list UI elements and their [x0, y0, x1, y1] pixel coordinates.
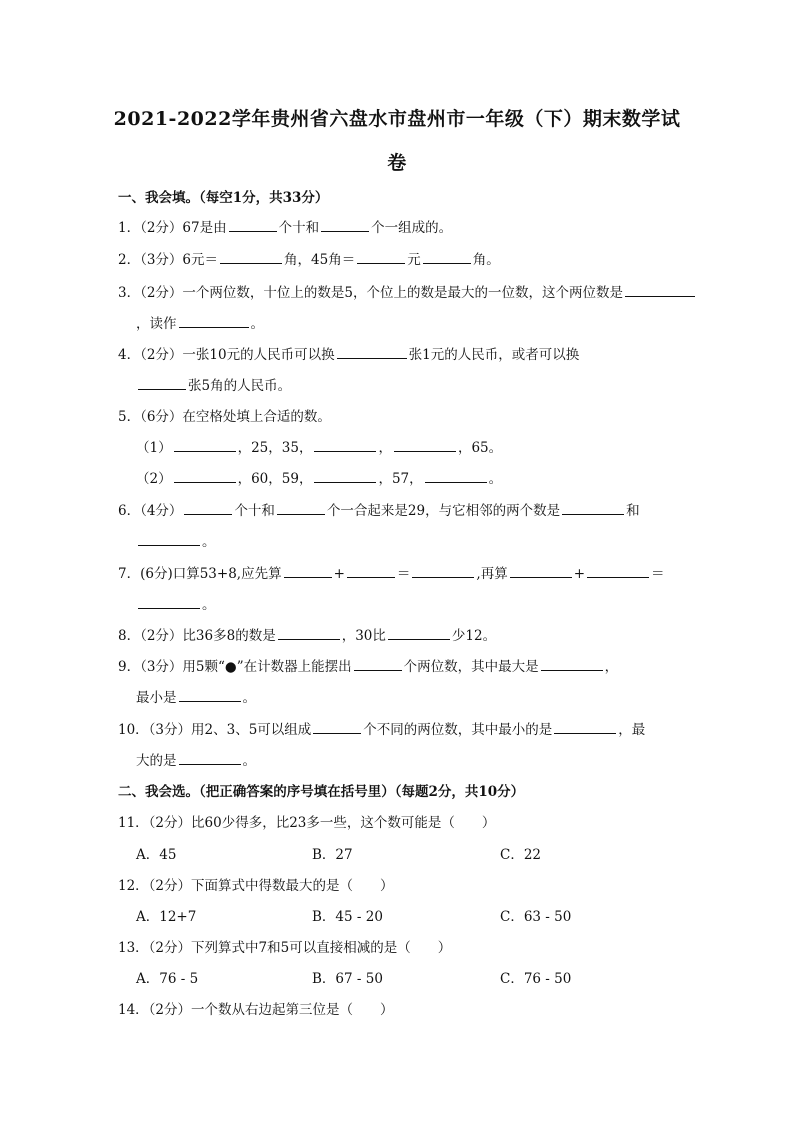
- blank[interactable]: [394, 437, 456, 452]
- blank[interactable]: [354, 656, 402, 671]
- question-7: 7．(6分)口算53+8,应先算 + ＝ ,再算 + ＝: [118, 562, 665, 582]
- blank[interactable]: [277, 500, 325, 515]
- blank[interactable]: [138, 594, 200, 609]
- blank[interactable]: [510, 563, 572, 578]
- question-3: 3．（2分）一个两位数，十位上的数是5，个位上的数是最大的一位数，这个两位数是: [118, 281, 697, 301]
- option-a[interactable]: A．45: [136, 847, 177, 863]
- blank[interactable]: [138, 375, 186, 390]
- option-b[interactable]: B．45 - 20: [312, 909, 383, 925]
- blank[interactable]: [138, 531, 200, 546]
- blank[interactable]: [321, 217, 369, 232]
- blank[interactable]: [587, 563, 649, 578]
- blank[interactable]: [625, 282, 695, 297]
- option-c[interactable]: C．63 - 50: [500, 909, 572, 925]
- question-6-cont: 。: [136, 530, 216, 550]
- blank[interactable]: [357, 249, 405, 264]
- question-5-row1: （1） ，25，35， ， ，65。: [136, 436, 502, 456]
- blank[interactable]: [562, 500, 624, 515]
- blank[interactable]: [174, 468, 236, 483]
- blank[interactable]: [337, 344, 407, 359]
- blank[interactable]: [347, 563, 395, 578]
- question-10: 10．（3分）用2、3、5可以组成 个不同的两位数，其中最小的是 ，最: [118, 718, 645, 738]
- blank[interactable]: [425, 468, 487, 483]
- question-14: 14．（2分）一个数从右边起第三位是（ ）: [118, 1002, 394, 1018]
- question-2: 2．（3分）6元＝ 角，45角＝ 元 角。: [118, 248, 500, 268]
- exam-title-continued: 卷: [387, 152, 407, 174]
- section1-heading: 一、我会填。（每空1分，共33分）: [118, 190, 329, 206]
- question-13: 13．（2分）下列算式中7和5可以直接相减的是（ ）: [118, 940, 452, 956]
- blank[interactable]: [423, 249, 471, 264]
- question-4-cont: 张5角的人民币。: [136, 374, 291, 394]
- blank[interactable]: [554, 719, 616, 734]
- exam-title: 2021-2022学年贵州省六盘水市盘州市一年级（下）期末数学试: [113, 108, 681, 130]
- question-4: 4．（2分）一张10元的人民币可以换 张1元的人民币，或者可以换: [118, 343, 579, 363]
- blank[interactable]: [179, 750, 241, 765]
- blank[interactable]: [229, 217, 277, 232]
- question-7-cont: 。: [136, 593, 216, 613]
- blank[interactable]: [412, 563, 474, 578]
- blank[interactable]: [184, 500, 232, 515]
- option-b[interactable]: B．27: [312, 847, 353, 863]
- blank[interactable]: [313, 719, 361, 734]
- blank[interactable]: [284, 563, 332, 578]
- blank[interactable]: [314, 468, 376, 483]
- option-a[interactable]: A．12+7: [136, 909, 197, 925]
- blank[interactable]: [388, 625, 450, 640]
- blank[interactable]: [541, 656, 603, 671]
- option-b[interactable]: B．67 - 50: [312, 971, 383, 987]
- question-5-row2: （2） ，60，59， ，57， 。: [136, 467, 502, 487]
- blank[interactable]: [278, 625, 340, 640]
- question-10-cont: 大的是 。: [136, 749, 256, 769]
- blank[interactable]: [174, 437, 236, 452]
- question-12: 12．（2分）下面算式中得数最大的是（ ）: [118, 878, 394, 894]
- question-8: 8．（2分）比36多8的数是 ，30比 少12。: [118, 624, 496, 644]
- blank[interactable]: [179, 687, 241, 702]
- question-9: 9．（3分）用5颗“●”在计数器上能摆出 个两位数，其中最大是 ，: [118, 655, 618, 675]
- option-c[interactable]: C．22: [500, 847, 542, 863]
- question-1: 1．（2分）67是由 个十和 个一组成的。: [118, 216, 452, 236]
- blank[interactable]: [220, 249, 282, 264]
- question-6: 6．（4分） 个十和 个一合起来是29，与它相邻的两个数是 和: [118, 499, 640, 519]
- question-3-cont: ，读作 。: [136, 312, 264, 332]
- option-a[interactable]: A．76 - 5: [136, 971, 199, 987]
- blank[interactable]: [179, 313, 249, 328]
- question-9-cont: 最小是 。: [136, 686, 256, 706]
- question-5: 5．（6分）在空格处填上合适的数。: [118, 409, 331, 425]
- option-c[interactable]: C．76 - 50: [500, 971, 572, 987]
- question-11: 11．（2分）比60少得多，比23多一些，这个数可能是（ ）: [118, 815, 496, 831]
- section2-heading: 二、我会选。（把正确答案的序号填在括号里）（每题2分，共10分）: [118, 784, 525, 800]
- blank[interactable]: [314, 437, 376, 452]
